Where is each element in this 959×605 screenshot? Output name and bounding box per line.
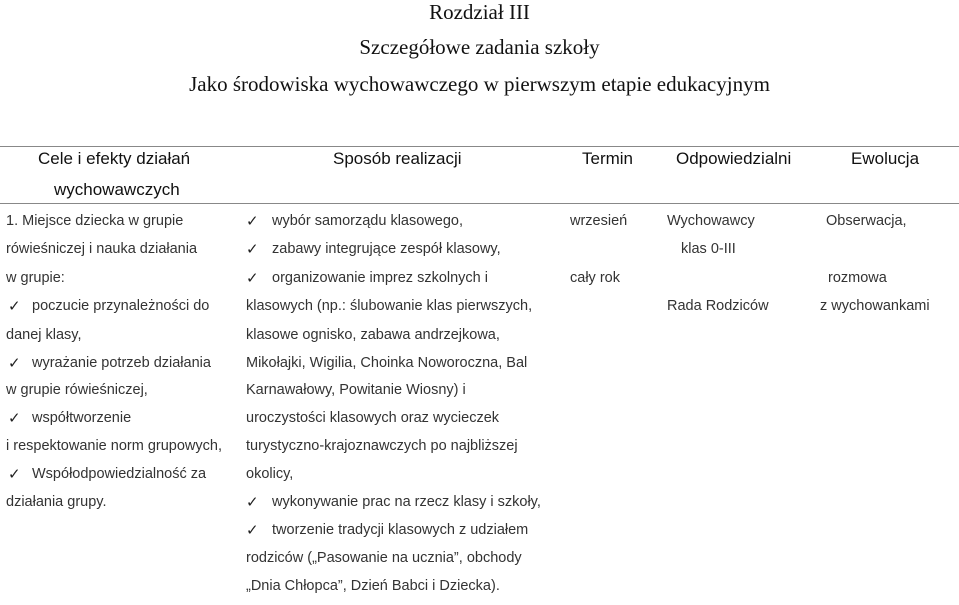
check-mark-icon: ✓ <box>246 522 259 539</box>
term-line: cały rok <box>570 270 620 286</box>
goal-line: w grupie rówieśniczej, <box>6 382 148 398</box>
chapter-title: Rozdział III <box>429 0 530 24</box>
method-line: wybór samorządu klasowego, <box>272 213 464 229</box>
responsible-line: klas 0-III <box>681 241 736 257</box>
goal-line: rówieśniczej i nauka działania <box>6 241 198 257</box>
method-line: okolicy, <box>246 466 294 482</box>
term-line: wrzesień <box>570 213 628 229</box>
header-goals-line1: Cele i efekty działań <box>38 149 191 168</box>
goal-line: danej klasy, <box>6 327 82 343</box>
method-line: Karnawałowy, Powitanie Wiosny) i <box>246 382 466 398</box>
check-mark-icon: ✓ <box>8 355 21 372</box>
method-line: „Dnia Chłopca”, Dzień Babci i Dziecka). <box>246 578 500 594</box>
evaluation-line: rozmowa <box>828 270 887 286</box>
goal-line: i respektowanie norm grupowych, <box>6 438 222 454</box>
goal-line: Współodpowiedzialność za <box>32 466 207 482</box>
check-mark-icon: ✓ <box>246 241 259 258</box>
section-heading: Szczegółowe zadania szkoły <box>359 35 600 59</box>
goal-line: w grupie: <box>6 270 65 286</box>
check-mark-icon: ✓ <box>246 270 259 287</box>
table-top-rule <box>0 146 959 147</box>
header-responsible: Odpowiedzialni <box>676 149 792 168</box>
method-line: tworzenie tradycji klasowych z udziałem <box>272 522 529 538</box>
header-goals-line2: wychowawczych <box>54 180 180 199</box>
header-evaluation: Ewolucja <box>851 149 920 168</box>
goal-line: wyrażanie potrzeb działania <box>32 355 211 371</box>
evaluation-line: Obserwacja, <box>826 213 907 229</box>
responsible-line: Wychowawcy <box>667 213 755 229</box>
check-mark-icon: ✓ <box>8 410 21 427</box>
goal-line: poczucie przynależności do <box>32 298 210 314</box>
goal-line: współtworzenie <box>32 410 132 426</box>
check-mark-icon: ✓ <box>246 494 259 511</box>
method-line: klasowe ognisko, zabawa andrzejkowa, <box>246 327 500 343</box>
method-line: Mikołajki, Wigilia, Choinka Noworoczna, Bal <box>246 355 528 371</box>
method-line: rodziców („Pasowanie na ucznia”, obchody <box>246 550 522 566</box>
method-line: wykonywanie prac na rzecz klasy i szkoły, <box>272 494 541 510</box>
header-bottom-rule <box>0 203 959 204</box>
check-mark-icon: ✓ <box>8 466 21 483</box>
method-line: klasowych (np.: ślubowanie klas pierwszych, <box>246 298 533 314</box>
evaluation-line: z wychowankami <box>820 298 930 314</box>
check-mark-icon: ✓ <box>8 298 21 315</box>
method-line: zabawy integrujące zespół klasowy, <box>272 241 501 257</box>
header-method: Sposób realizacji <box>333 149 462 168</box>
section-subheading: Jako środowiska wychowawczego w pierwszym etapie edukacyjnym <box>189 72 770 96</box>
method-line: organizowanie imprez szkolnych i <box>272 270 488 286</box>
header-term: Termin <box>582 149 634 168</box>
method-line: turystyczno-krajoznawczych po najbliższej <box>246 438 518 454</box>
goal-line: działania grupy. <box>6 494 107 510</box>
method-line: uroczystości klasowych oraz wycieczek <box>246 410 500 426</box>
responsible-line: Rada Rodziców <box>667 298 769 314</box>
goal-line: 1. Miejsce dziecka w grupie <box>6 213 184 229</box>
check-mark-icon: ✓ <box>246 213 259 230</box>
